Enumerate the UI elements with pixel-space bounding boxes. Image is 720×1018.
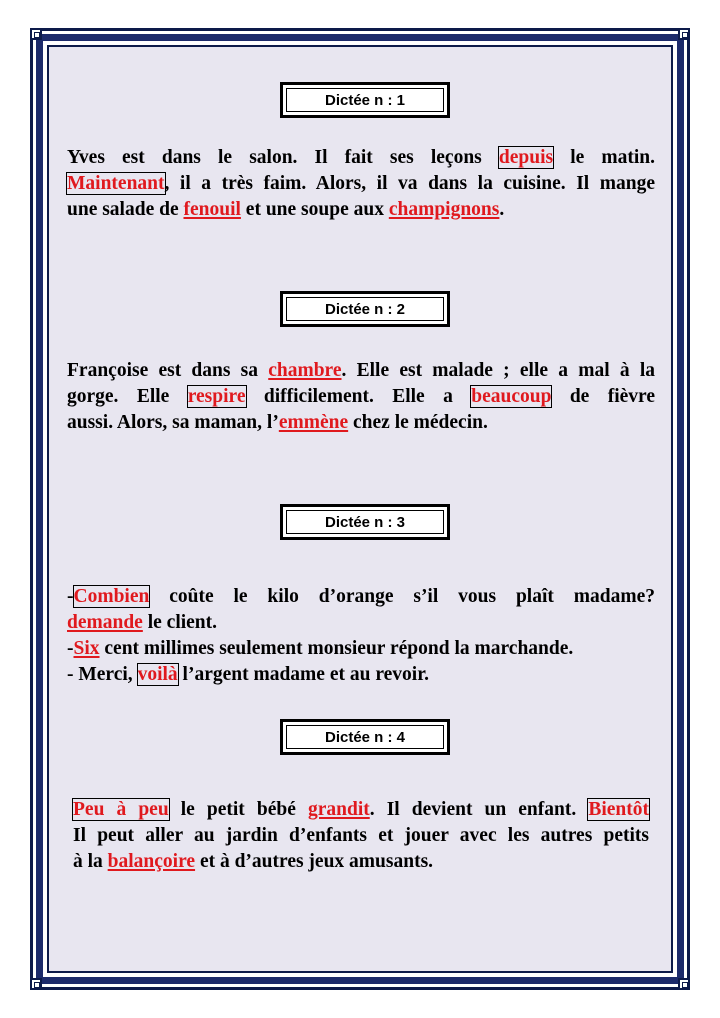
dictee-3-text <box>67 584 655 688</box>
boxed-keyword: voilà <box>137 664 178 685</box>
corner-ornament-bottom-right <box>678 978 690 990</box>
text-segment: coûte le kilo d’orange s’il vous plaît madame? <box>149 586 655 607</box>
dictee-1-text <box>67 145 655 223</box>
dictee-4-text <box>73 797 649 875</box>
dictee-2-title: Dictée n : 2 <box>286 297 444 321</box>
text-segment: , il a très faim. Alors, il va dans la cuisine. Il mange <box>164 173 655 194</box>
text-line <box>73 797 649 823</box>
text-line <box>67 662 655 688</box>
dictee-3-title: Dictée n : 3 <box>286 510 444 534</box>
text-line <box>67 410 655 436</box>
boxed-keyword: Peu à peu <box>73 799 169 820</box>
text-line <box>67 197 655 223</box>
text-segment: . Il devient un enfant. <box>369 799 589 820</box>
text-segment: le petit bébé <box>168 799 308 820</box>
corner-ornament-top-left <box>30 28 42 40</box>
dictee-1-title: Dictée n : 1 <box>286 88 444 112</box>
text-segment: à la <box>73 851 108 872</box>
text-segment: difficilement. Elle a <box>245 386 472 407</box>
underlined-keyword: balançoire <box>107 851 196 872</box>
underlined-keyword: chambre <box>268 360 342 381</box>
underlined-keyword: fenouil <box>183 199 241 220</box>
text-segment: gorge. Elle <box>67 386 188 407</box>
underlined-keyword: grandit <box>307 799 370 820</box>
text-line <box>67 610 655 636</box>
text-segment: l’argent madame et au revoir. <box>177 664 429 685</box>
text-segment: . Elle est malade ; elle a mal à la <box>341 360 655 381</box>
text-segment: Françoise est dans sa <box>67 360 269 381</box>
text-segment: cent millimes seulement monsieur répond la marchande. <box>99 638 574 659</box>
dictee-1-title-box <box>280 82 450 118</box>
boxed-keyword: Maintenant <box>67 173 165 194</box>
text-line <box>73 823 649 849</box>
text-segment: . <box>499 199 505 220</box>
text-segment: - <box>67 586 74 607</box>
text-line <box>67 636 655 662</box>
boxed-keyword: Combien <box>73 586 150 607</box>
boxed-keyword: Bientôt <box>588 799 649 820</box>
text-segment: chez le médecin. <box>348 412 488 433</box>
text-segment: de fièvre <box>551 386 655 407</box>
text-line <box>67 358 655 384</box>
boxed-keyword: beaucoup <box>471 386 552 407</box>
text-line <box>67 171 655 197</box>
text-segment: - <box>67 638 74 659</box>
underlined-keyword: Six <box>73 638 100 659</box>
text-segment: le client. <box>142 612 218 633</box>
dictee-3-title-box <box>280 504 450 540</box>
corner-ornament-top-right <box>678 28 690 40</box>
dictee-4-title-box <box>280 719 450 755</box>
text-segment: - Merci, <box>67 664 138 685</box>
text-line <box>67 145 655 171</box>
text-segment: Yves est dans le salon. Il fait ses leçons <box>67 147 499 168</box>
text-segment: une salade de <box>67 199 184 220</box>
text-line <box>73 849 649 875</box>
dictee-4-title: Dictée n : 4 <box>286 725 444 749</box>
underlined-keyword: demande <box>67 612 143 633</box>
text-segment: Il peut aller au jardin d’enfants et jouer avec les autres petits <box>73 825 649 846</box>
text-segment: le matin. <box>553 147 655 168</box>
boxed-keyword: respire <box>187 386 246 407</box>
text-segment: et une soupe aux <box>240 199 389 220</box>
boxed-keyword: depuis <box>498 147 554 168</box>
text-line <box>67 384 655 410</box>
dictee-2-text <box>67 358 655 436</box>
dictee-2-title-box <box>280 291 450 327</box>
underlined-keyword: champignons <box>388 199 500 220</box>
text-segment: aussi. Alors, sa maman, l’ <box>67 412 279 433</box>
corner-ornament-bottom-left <box>30 978 42 990</box>
text-segment: et à d’autres jeux amusants. <box>195 851 434 872</box>
text-line <box>67 584 655 610</box>
underlined-keyword: emmène <box>278 412 349 433</box>
